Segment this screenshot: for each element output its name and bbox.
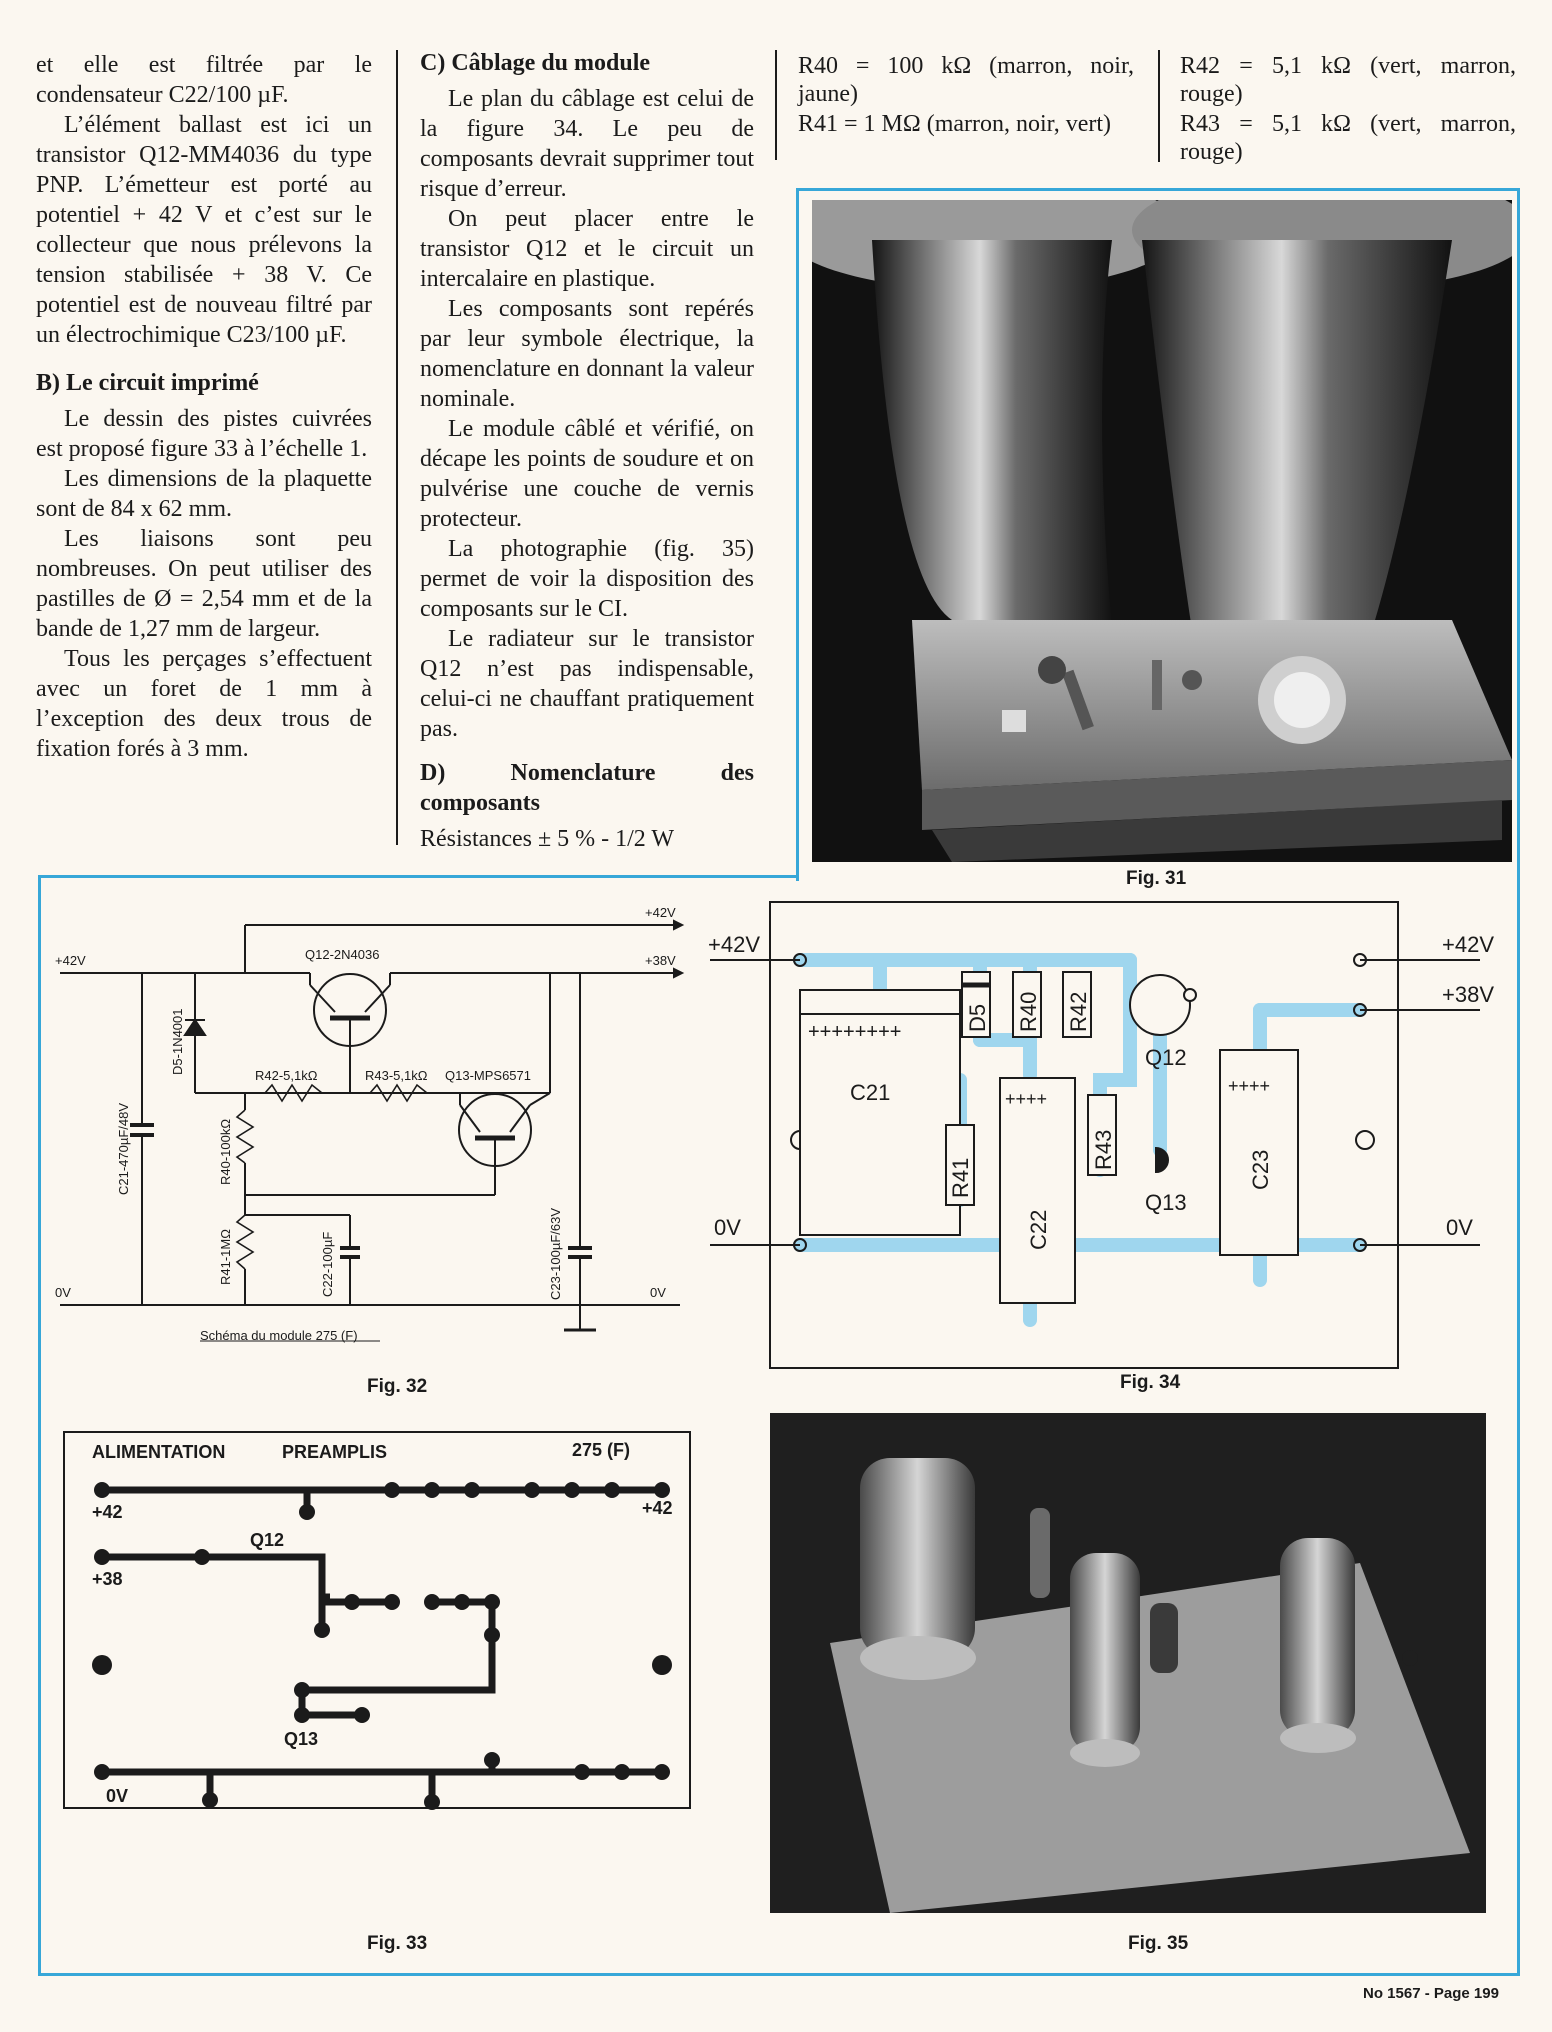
paragraph: L’élément ballast est ici un transistor Q12-MM4036 du type PNP. L’émetteur est porté au potentiel + 42 V et c’est sur le collecteur que nous prélevons la tension stabilisée + 38 V. Ce potentiel est de nouveau filtré par un électrochimique C23/100 µF. [36, 112, 372, 348]
label-0v-left: 0V [714, 1215, 741, 1240]
fig34-caption: Fig. 34 [1120, 1372, 1181, 1393]
label-v38: +38V [1442, 982, 1494, 1007]
paragraph: Tous les perçages s’effectuent avec un foret de 1 mm à l’exception des deux trous de fixation forés à 3 mm. [36, 646, 372, 762]
label-r43: R43-5,1kΩ [365, 1068, 428, 1083]
paragraph: Le dessin des pistes cuivrées est proposé figure 33 à l’échelle 1. [36, 406, 372, 462]
text-column-4 [1180, 52, 1516, 166]
label-v42-right: +42V [1442, 932, 1494, 957]
paragraph: Le module câblé et vérifié, on décape les points de soudure et on pulvérise une couche de vernis protecteur. [420, 416, 754, 532]
pcb-v42-left: +42 [92, 1502, 123, 1522]
label-r42: R42 [1066, 991, 1091, 1032]
label-q12: Q12-2N4036 [305, 947, 380, 962]
label-r41: R41 [948, 1157, 973, 1198]
c23-polarity: ++++ [1228, 1076, 1271, 1096]
paragraph: Résistances ± 5 % - 1/2 W [420, 826, 675, 852]
c21-polarity: ++++++++ [808, 1021, 902, 1043]
label-v42-top: +42V [645, 905, 676, 920]
section-heading-d: D) Nomenclature des composants [420, 760, 754, 816]
column-rule [396, 50, 398, 845]
page-footer: No 1567 - Page 199 [1363, 1985, 1499, 2002]
section-heading-b: B) Le circuit imprimé [36, 370, 259, 396]
column-rule [775, 50, 777, 160]
pcb-q13: Q13 [284, 1729, 319, 1749]
label-r40: R40 [1016, 991, 1041, 1032]
pcb-title-left: ALIMENTATION [92, 1442, 226, 1462]
label-d5: D5-1N4001 [170, 1008, 185, 1075]
label-q13: Q13-MPS6571 [445, 1068, 531, 1083]
pcb-0v: 0V [106, 1786, 129, 1806]
fig31-caption: Fig. 31 [1126, 868, 1187, 889]
resistor-r40: R40 = 100 kΩ (marron, noir, jaune) [798, 53, 1134, 107]
label-0v-left: 0V [55, 1285, 71, 1300]
fig31-photo [812, 200, 1512, 862]
paragraph: Le plan du câblage est celui de la figure 34. Le peu de composants devrait supprimer tout risque d’erreur. [420, 86, 754, 202]
fig35-photo [770, 1413, 1486, 1913]
label-c21: C21-470µF/48V [116, 1102, 131, 1195]
label-c21: C21 [850, 1080, 891, 1105]
fig34-wiring [700, 900, 1500, 1380]
label-r43: R43 [1091, 1129, 1116, 1170]
fig32-schematic [50, 895, 690, 1375]
section-heading-c: C) Câblage du module [420, 50, 651, 76]
label-c22: C22-100µF [320, 1231, 335, 1297]
pcb-v42-right: +42 [642, 1498, 673, 1518]
paragraph: Les dimensions de la plaquette sont de 84 x 62 mm. [36, 466, 372, 522]
text-column-2 [420, 46, 754, 854]
fig32-caption: Fig. 32 [367, 1376, 428, 1397]
label-c22: C22 [1026, 1209, 1051, 1250]
label-0v-right: 0V [650, 1285, 666, 1300]
label-v42-left: +42V [708, 932, 760, 957]
fig33-pcb [62, 1430, 692, 1810]
label-c23: C23-100µF/63V [548, 1207, 563, 1300]
resistor-r43: R43 = 5,1 kΩ (vert, marron, rouge) [1180, 111, 1516, 165]
fig33-caption: Fig. 33 [367, 1933, 428, 1954]
pcb-q12: Q12 [250, 1530, 285, 1550]
figure-frame-step [796, 188, 799, 878]
text-column-3 [798, 52, 1134, 138]
paragraph: Les liaisons sont peu nombreuses. On peut utiliser des pastilles de Ø = 2,54 mm et de la bande de 1,27 mm de largeur. [36, 526, 372, 642]
resistor-r42: R42 = 5,1 kΩ (vert, marron, rouge) [1180, 53, 1516, 107]
text-column-1 [36, 50, 372, 764]
title: Schéma du module 275 (F) [200, 1328, 358, 1343]
fig35-caption: Fig. 35 [1128, 1933, 1189, 1954]
pcb-ref: 275 (F) [572, 1440, 631, 1460]
label-c23: C23 [1248, 1149, 1273, 1190]
resistor-r41: R41 = 1 MΩ (marron, noir, vert) [798, 111, 1112, 137]
label-v42-left: +42V [55, 953, 86, 968]
label-r41: R41-1MΩ [218, 1229, 233, 1285]
paragraph: La photographie (fig. 35) permet de voir la disposition des composants sur le CI. [420, 536, 754, 622]
paragraph: Le radiateur sur le transistor Q12 n’est pas indispensable, celui-ci ne chauffant pratiquement pas. [420, 626, 754, 742]
pcb-v38: +38 [92, 1569, 123, 1589]
label-d5: D5 [965, 1003, 990, 1032]
column-rule [1158, 50, 1160, 162]
label-q12: Q12 [1145, 1045, 1187, 1070]
paragraph: Les composants sont repérés par leur symbole électrique, la nomenclature en donnant la valeur nominale. [420, 296, 754, 412]
label-0v-right: 0V [1446, 1215, 1473, 1240]
paragraph: On peut placer entre le transistor Q12 et le circuit un intercalaire en plastique. [420, 206, 754, 292]
label-v38: +38V [645, 953, 676, 968]
paragraph: et elle est filtrée par le condensateur C22/100 µF. [36, 52, 372, 108]
label-q13: Q13 [1145, 1190, 1187, 1215]
label-r42: R42-5,1kΩ [255, 1068, 318, 1083]
c22-polarity: ++++ [1005, 1089, 1048, 1109]
label-r40: R40-100kΩ [218, 1118, 233, 1185]
pcb-title-mid: PREAMPLIS [282, 1442, 388, 1462]
